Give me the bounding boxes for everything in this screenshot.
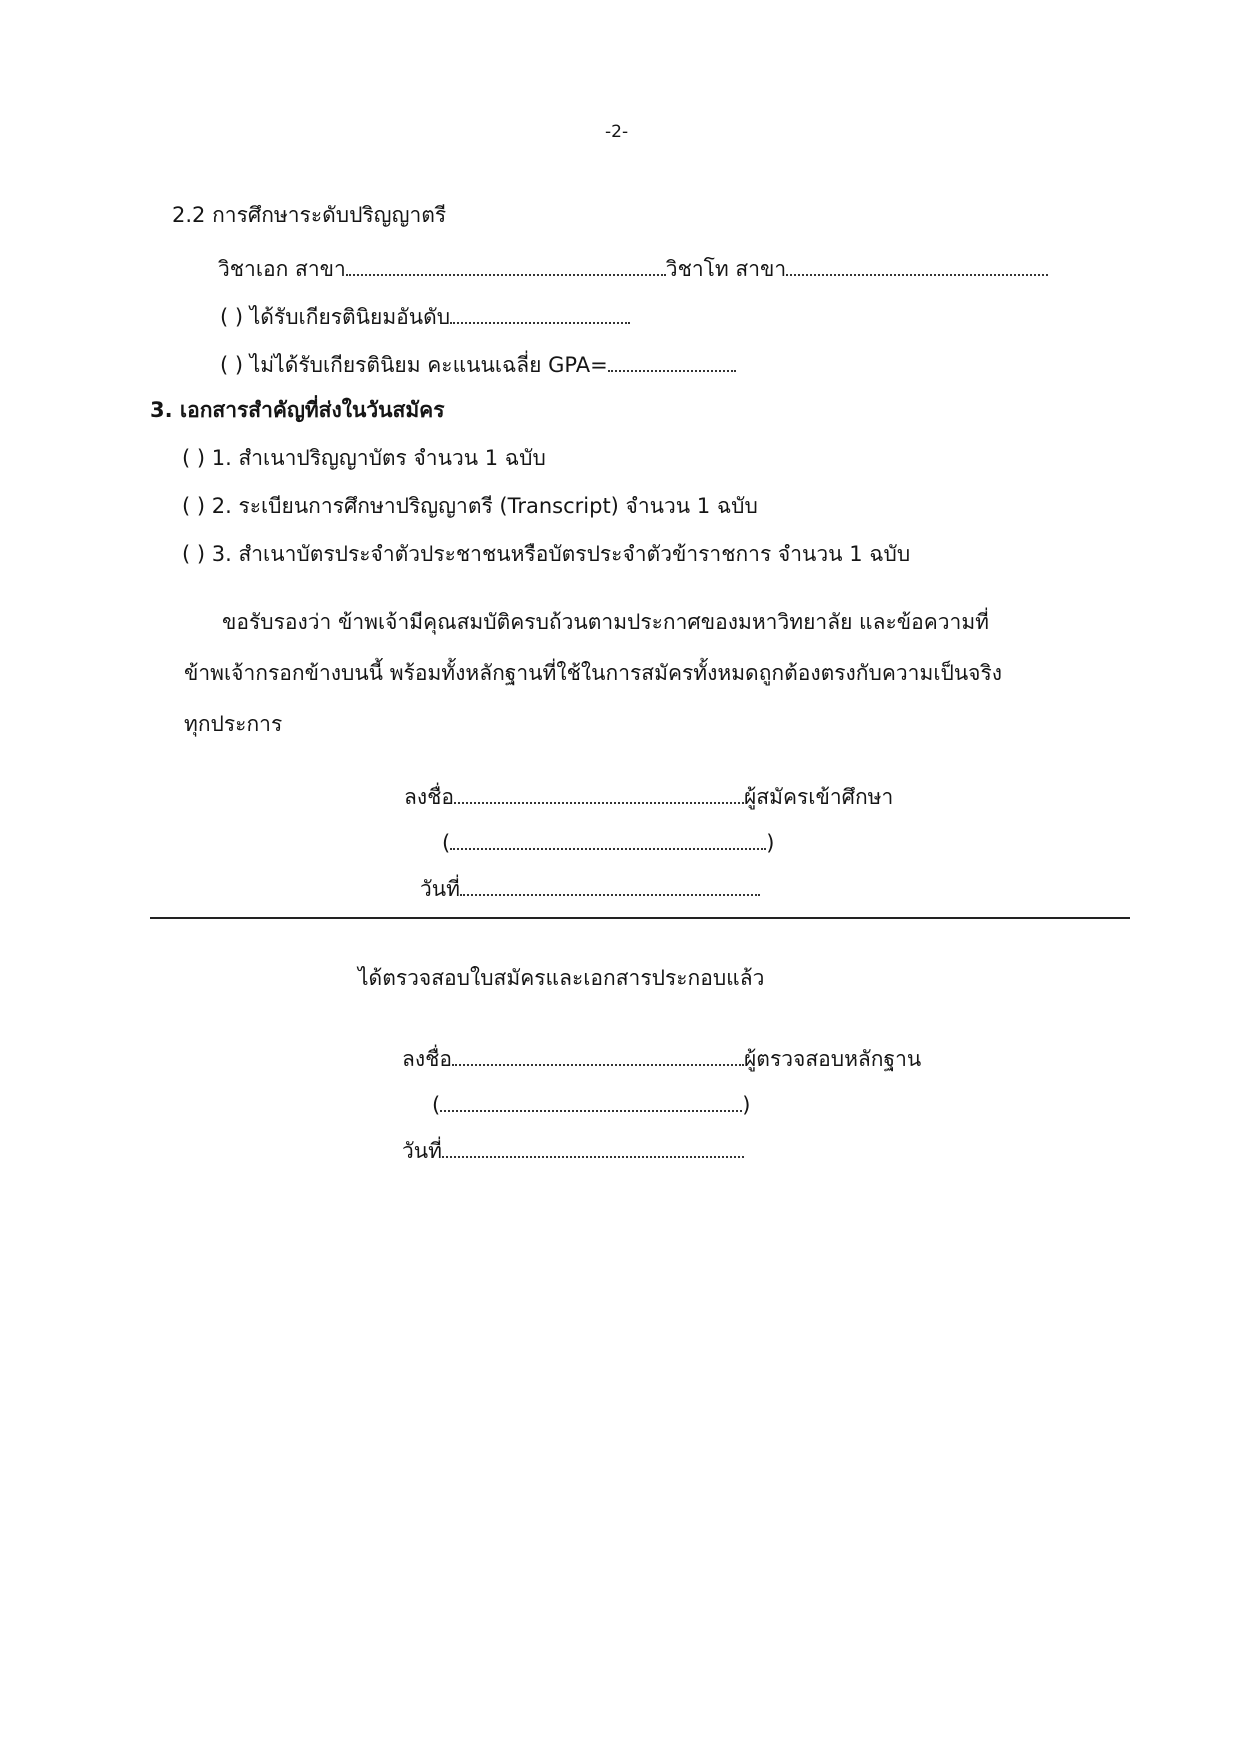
page-number: -2-	[605, 122, 629, 142]
honors-row	[220, 304, 630, 328]
applicant-role-label: ผู้สมัครเข้าศึกษา	[744, 784, 894, 809]
applicant-signature-field[interactable]	[454, 784, 744, 804]
applicant-name-row	[442, 830, 774, 854]
verifier-sign-label: ลงชื่อ	[402, 1046, 452, 1071]
verifier-role-label: ผู้ตรวจสอบหลักฐาน	[744, 1046, 922, 1071]
section-3-heading: 3. เอกสารสำคัญที่ส่งในวันสมัคร	[150, 398, 445, 422]
document-item-2[interactable]: ( ) 2. ระเบียนการศึกษาปริญญาตรี (Transcript) จำนวน 1 ฉบับ	[182, 494, 758, 518]
applicant-name-field[interactable]	[450, 830, 766, 850]
verification-heading: ได้ตรวจสอบใบสมัครและเอกสารประกอบแล้ว	[358, 966, 765, 990]
minor-field[interactable]	[786, 256, 1048, 276]
close-paren: )	[766, 830, 775, 855]
open-paren: (	[432, 1092, 441, 1117]
section-divider	[150, 917, 1130, 919]
verifier-name-row	[432, 1092, 750, 1116]
applicant-date-label: วันที่	[420, 876, 460, 901]
verifier-sign-row	[402, 1046, 921, 1070]
verifier-signature-field[interactable]	[452, 1046, 744, 1066]
applicant-sign-label: ลงชื่อ	[404, 784, 454, 809]
document-item-3[interactable]: ( ) 3. สำเนาบัตรประจำตัวประชาชนหรือบัตรประจำตัวข้าราชการ จำนวน 1 ฉบับ	[182, 542, 911, 566]
major-field[interactable]	[346, 256, 666, 276]
honors-rank-field[interactable]	[450, 304, 630, 324]
no-honors-row	[220, 352, 736, 376]
applicant-date-row	[420, 876, 760, 900]
certification-line-1: ขอรับรองว่า ข้าพเจ้ามีคุณสมบัติครบถ้วนตามประกาศของมหาวิทยาลัย และข้อความที่	[222, 610, 990, 634]
verifier-date-field[interactable]	[442, 1138, 744, 1158]
major-row	[218, 256, 1048, 280]
applicant-sign-row	[404, 784, 893, 808]
verifier-date-row	[402, 1138, 744, 1162]
document-item-1[interactable]: ( ) 1. สำเนาปริญญาบัตร จำนวน 1 ฉบับ	[182, 446, 546, 470]
certification-line-2: ข้าพเจ้ากรอกข้างบนนี้ พร้อมทั้งหลักฐานที่ใช้ในการสมัครทั้งหมดถูกต้องตรงกับความเป็นจริง	[184, 661, 1003, 685]
section-2-2-heading: 2.2 การศึกษาระดับปริญญาตรี	[172, 203, 447, 227]
major-label: วิชาเอก สาขา	[218, 256, 346, 281]
applicant-date-field[interactable]	[460, 876, 760, 896]
minor-label: วิชาโท สาขา	[665, 256, 787, 281]
gpa-field[interactable]	[608, 352, 736, 372]
close-paren: )	[742, 1092, 751, 1117]
verifier-date-label: วันที่	[402, 1138, 442, 1163]
verifier-name-field[interactable]	[440, 1092, 742, 1112]
open-paren: (	[442, 830, 451, 855]
no-honors-option[interactable]: ( ) ไม่ได้รับเกียรตินิยม คะแนนเฉลี่ย GPA=	[220, 352, 608, 377]
honors-option[interactable]: ( ) ได้รับเกียรตินิยมอันดับ	[220, 304, 451, 329]
certification-line-3: ทุกประการ	[184, 712, 283, 736]
